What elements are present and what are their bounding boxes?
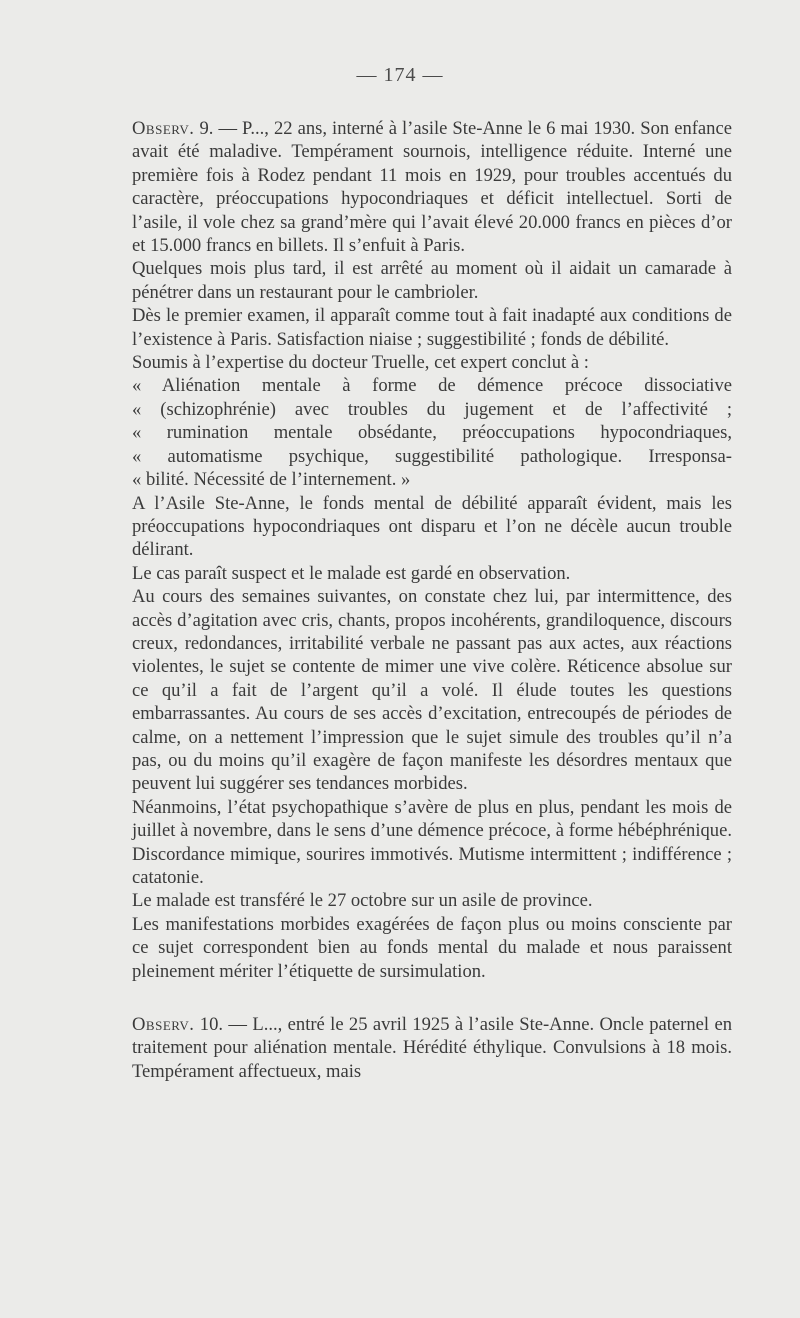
- observation-label: Observ.: [132, 118, 195, 139]
- paragraph: [132, 257, 732, 304]
- observation-9-lead: 9. — P..., 22 ans, interné à l’asile Ste-Anne le 6 mai 1930. Son enfance avait été maladive. Tempérament sournois, intelligence réduite. Interné une première fois à Rodez pendant 11 mois en 1929, pour troubles accentués du caractère, préoccupations hypocondriaques et déficit intellectuel. Sorti de l’asile, il vole chez sa grand’mère qui l’avait élevé 20.000 francs en pièces d’or et 15.000 francs en billets. Il s’enfuit à Paris.: [132, 118, 732, 257]
- observation-label: Observ.: [132, 1014, 195, 1036]
- quote-line: « rumination mentale obsédante, préoccupations hypocondriaques,: [132, 422, 732, 444]
- paragraph: [132, 304, 732, 351]
- quote-line: « bilité. Nécessité de l’internement. »: [132, 469, 411, 491]
- quote-line: « (schizophrénie) avec troubles du jugement et de l’affectivité ;: [132, 398, 732, 420]
- paragraph-text: Soumis à l’expertise du docteur Truelle, cet expert conclut à :: [132, 352, 589, 374]
- paragraph: [132, 889, 732, 912]
- observation-10-lead: 10. — L..., entré le 25 avril 1925 à l’asile Ste-Anne. Oncle paternel en traitement pour aliénation mentale. Hérédité éthylique. Convulsions à 18 mois. Tempérament affectueux, mais: [132, 1014, 732, 1082]
- paragraph-text: Le cas paraît suspect et le malade est gardé en observation.: [132, 562, 571, 584]
- paragraph-text: Au cours des semaines suivantes, on constate chez lui, par intermittence, des accès d’agitation avec cris, chants, propos incohérents, grandiloquence, discours creux, redondances, irritabilité verbale ne passant pas aux actes, aux réactions violentes, le sujet se contente de mimer une vive colère. Réticence absolue sur ce qu’il a fait de l’argent qu’il a volé. Il élude toutes les questions embarrassantes. Au cours de ses accès d’excitation, entrecoupés de périodes de calme, on a nettement l’impression que le sujet simule des troubles qu’il n’a pas, ou du moins qu’il exagère de façon manifeste les désordres mentaux que peuvent lui suggérer ses tendances morbides.: [132, 586, 732, 795]
- section-gap: [132, 983, 732, 1013]
- paragraph: [132, 562, 732, 585]
- observation-10-intro: [132, 1013, 732, 1083]
- paragraph-text: Dès le premier examen, il apparaît comme tout à fait inadapté aux conditions de l’existence à Paris. Satisfaction niaise ; suggestibilité ; fonds de débilité.: [132, 305, 732, 350]
- expert-quote: [132, 374, 732, 491]
- quote-line: « automatisme psychique, suggestibilité pathologique. Irresponsa-: [132, 445, 732, 467]
- paragraph: [132, 913, 732, 983]
- page-number: — 174 —: [356, 64, 444, 86]
- quote-line: « Aliénation mentale à forme de démence précoce dissociative: [132, 375, 732, 397]
- observation-9-intro: [132, 117, 732, 257]
- paragraph: [132, 351, 732, 374]
- paragraph: [132, 585, 732, 796]
- paragraph-text: A l’Asile Ste-Anne, le fonds mental de débilité apparaît évident, mais les préoccupations hypocondriaques ont disparu et l’on ne décèle aucun trouble délirant.: [132, 492, 732, 561]
- paragraph: [132, 796, 732, 890]
- paragraph-text: Le malade est transféré le 27 octobre sur un asile de province.: [132, 890, 593, 912]
- paragraph-text: Les manifestations morbides exagérées de façon plus ou moins consciente par ce sujet correspondent bien au fonds mental du malade et nous paraissent pleinement mériter l’étiquette de sursimulation.: [132, 913, 732, 982]
- body-text: [132, 117, 732, 1083]
- paragraph-text: Quelques mois plus tard, il est arrêté au moment où il aidait un camarade à pénétrer dans un restaurant pour le cambrioler.: [132, 258, 732, 303]
- paragraph-text: Néanmoins, l’état psychopathique s’avère de plus en plus, pendant les mois de juillet à novembre, dans le sens d’une démence précoce, à forme hébéphrénique. Discordance mimique, sourires immotivés. Mutisme intermittent ; indifférence ; catatonie.: [132, 796, 732, 888]
- paragraph: [132, 492, 732, 562]
